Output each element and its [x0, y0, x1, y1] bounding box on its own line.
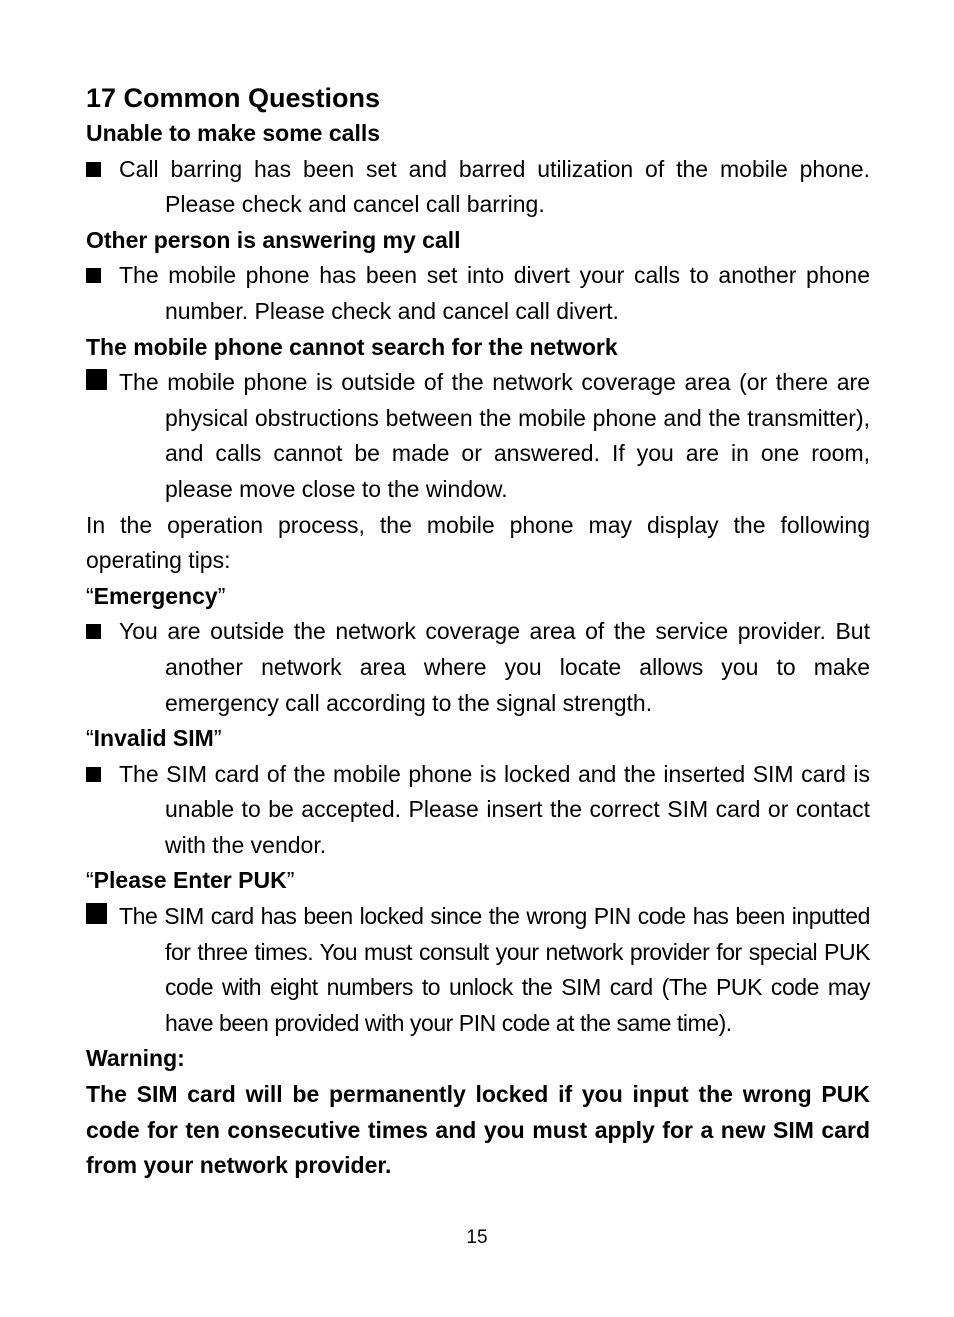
open-quote: “ [86, 725, 94, 752]
bullet-text: Call barring has been set and barred utilization of the mobile phone. Please check and cancel call barring. [119, 155, 870, 218]
tip-heading-enter-puk [86, 863, 870, 899]
tip-heading-invalid-sim [86, 721, 870, 757]
tip-label: Please Enter PUK [93, 867, 287, 894]
square-bullet-icon [86, 369, 107, 390]
square-bullet-icon [86, 767, 101, 782]
bullet-text: You are outside the network coverage area of the service provider. But another network area where you locate allows you to make emergency call according to the signal strength. [119, 618, 870, 716]
square-bullet-icon [86, 903, 107, 924]
bullet-item-puk [86, 899, 870, 1041]
manual-page [86, 80, 870, 1184]
section-heading-cannot-search-network: The mobile phone cannot search for the network [86, 333, 618, 360]
square-bullet-icon [86, 162, 101, 177]
section-heading-unable-to-make-calls: Unable to make some calls [86, 120, 381, 146]
bullet-item-network-coverage [86, 365, 870, 507]
chapter-title: 17 Common Questions [86, 83, 381, 113]
bullet-text: The mobile phone is outside of the network coverage area (or there are physical obstructions between the mobile phone and the transmitter), and calls cannot be made or answered. If you are in one room, please move close to the window. [119, 369, 870, 502]
bullet-text: The mobile phone has been set into divert your calls to another phone number. Please check and cancel call divert. [119, 262, 870, 324]
tip-label: Emergency [93, 582, 218, 609]
bullet-text: The SIM card has been locked since the wrong PIN code has been inputted for three times. You must consult your network provider for special PUK code with eight numbers to unlock the SIM card (The PUK code may have been provided with your PIN code at the same time). [119, 903, 870, 1036]
warning-text: The SIM card will be permanently locked if you input the wrong PUK code for ten consecutive times and you must apply for a new SIM card from your network provider. [86, 1081, 870, 1179]
bullet-item-call-barring [86, 152, 870, 223]
bullet-item-invalid-sim [86, 757, 870, 864]
open-quote: “ [86, 867, 94, 894]
open-quote: “ [86, 582, 94, 609]
bullet-item-call-divert [86, 258, 870, 329]
warning-label: Warning: [86, 1045, 185, 1072]
section-heading-other-person-answering: Other person is answering my call [86, 226, 461, 253]
close-quote: ” [217, 582, 226, 609]
close-quote: ” [286, 867, 295, 894]
intro-paragraph: In the operation process, the mobile phone may display the following operating tips: [86, 511, 870, 574]
square-bullet-icon [86, 624, 101, 639]
page-number: 15 [466, 1227, 488, 1248]
close-quote: ” [213, 725, 222, 752]
tip-label: Invalid SIM [93, 725, 214, 752]
square-bullet-icon [86, 268, 101, 283]
bullet-text: The SIM card of the mobile phone is locked and the inserted SIM card is unable to be accepted. Please insert the correct SIM card or contact with the vendor. [119, 760, 870, 858]
tip-heading-emergency [86, 579, 870, 615]
bullet-item-emergency [86, 614, 870, 721]
